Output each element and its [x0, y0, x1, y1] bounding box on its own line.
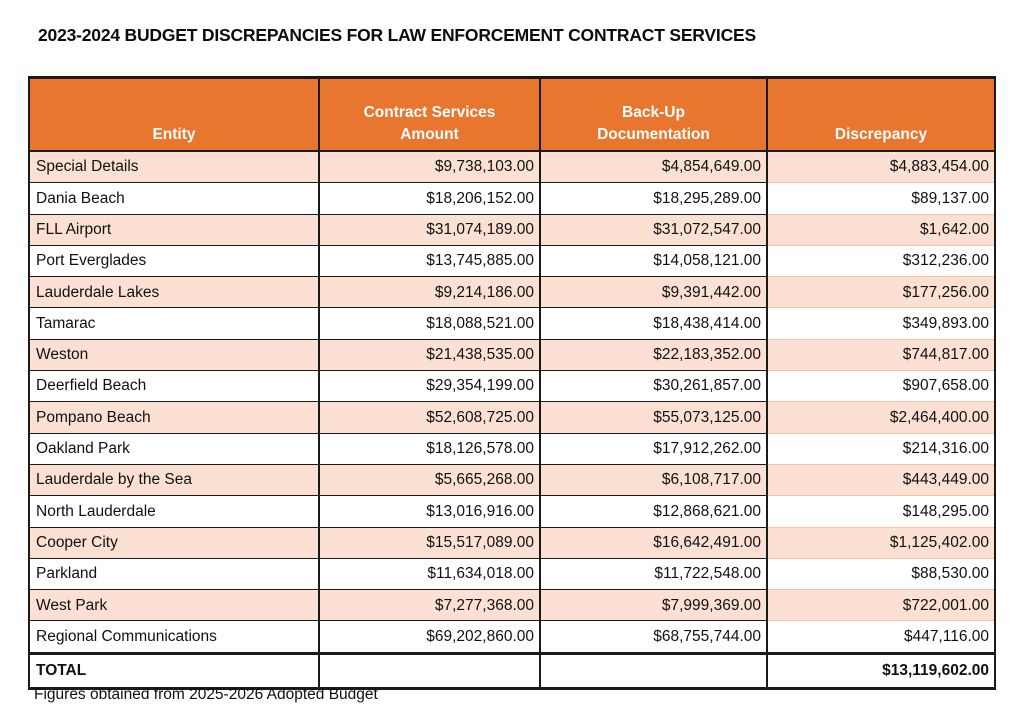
cell-contract-services-amount: $9,738,103.00 — [319, 151, 540, 183]
column-header-backup-documentation[interactable] — [540, 78, 767, 152]
cell-backup-documentation: $14,058,121.00 — [540, 245, 767, 276]
cell-entity: North Lauderdale — [29, 496, 319, 527]
cell-entity: Lauderdale by the Sea — [29, 464, 319, 495]
cell-entity: Special Details — [29, 151, 319, 183]
table-row[interactable] — [29, 527, 995, 558]
budget-table-container — [28, 76, 994, 690]
cell-contract-services-amount: $15,517,089.00 — [319, 527, 540, 558]
cell-discrepancy: $722,001.00 — [767, 590, 995, 621]
column-header-discrepancy[interactable] — [767, 78, 995, 152]
table-row[interactable] — [29, 308, 995, 339]
cell-discrepancy: $443,449.00 — [767, 464, 995, 495]
cell-backup-documentation: $17,912,262.00 — [540, 433, 767, 464]
page-title: 2023-2024 BUDGET DISCREPANCIES FOR LAW ENFORCEMENT CONTRACT SERVICES — [38, 25, 756, 45]
cell-discrepancy: $214,316.00 — [767, 433, 995, 464]
cell-contract-services-amount: $31,074,189.00 — [319, 214, 540, 245]
cell-contract-services-amount: $9,214,186.00 — [319, 277, 540, 308]
cell-backup-documentation: $22,183,352.00 — [540, 339, 767, 370]
column-header-contract-line2: Amount — [400, 125, 459, 143]
cell-entity: Deerfield Beach — [29, 371, 319, 402]
cell-backup-documentation: $18,438,414.00 — [540, 308, 767, 339]
cell-backup-documentation: $7,999,369.00 — [540, 590, 767, 621]
cell-contract-services-amount: $7,277,368.00 — [319, 590, 540, 621]
table-row[interactable] — [29, 496, 995, 527]
cell-entity: Tamarac — [29, 308, 319, 339]
table-row[interactable] — [29, 402, 995, 433]
table-body — [29, 151, 995, 688]
cell-backup-documentation: $6,108,717.00 — [540, 464, 767, 495]
table-row[interactable] — [29, 371, 995, 402]
cell-entity: FLL Airport — [29, 214, 319, 245]
cell-entity: West Park — [29, 590, 319, 621]
table-header — [29, 78, 995, 152]
column-header-contract-line1: Contract Services — [363, 104, 496, 122]
cell-entity: Regional Communications — [29, 621, 319, 653]
total-backup-documentation — [540, 653, 767, 688]
table-row[interactable] — [29, 277, 995, 308]
cell-backup-documentation: $16,642,491.00 — [540, 527, 767, 558]
cell-backup-documentation: $12,868,621.00 — [540, 496, 767, 527]
cell-contract-services-amount: $52,608,725.00 — [319, 402, 540, 433]
cell-discrepancy: $89,137.00 — [767, 183, 995, 214]
table-row[interactable] — [29, 245, 995, 276]
table-total-row — [29, 653, 995, 688]
table-row[interactable] — [29, 183, 995, 214]
cell-discrepancy: $88,530.00 — [767, 558, 995, 589]
table-row[interactable] — [29, 621, 995, 653]
cell-backup-documentation: $31,072,547.00 — [540, 214, 767, 245]
cell-discrepancy: $1,642.00 — [767, 214, 995, 245]
cell-contract-services-amount: $18,088,521.00 — [319, 308, 540, 339]
cell-discrepancy: $177,256.00 — [767, 277, 995, 308]
cell-discrepancy: $744,817.00 — [767, 339, 995, 370]
table-row[interactable] — [29, 433, 995, 464]
cell-entity: Parkland — [29, 558, 319, 589]
cell-contract-services-amount: $11,634,018.00 — [319, 558, 540, 589]
cell-contract-services-amount: $13,016,916.00 — [319, 496, 540, 527]
cell-entity: Weston — [29, 339, 319, 370]
footnote: Figures obtained from 2025-2026 Adopted Budget — [34, 686, 378, 703]
table-row[interactable] — [29, 464, 995, 495]
cell-discrepancy: $349,893.00 — [767, 308, 995, 339]
cell-discrepancy: $4,883,454.00 — [767, 151, 995, 183]
column-header-entity[interactable] — [29, 78, 319, 152]
cell-contract-services-amount: $29,354,199.00 — [319, 371, 540, 402]
cell-discrepancy: $1,125,402.00 — [767, 527, 995, 558]
table-row[interactable] — [29, 214, 995, 245]
total-discrepancy: $13,119,602.00 — [767, 653, 995, 688]
cell-entity: Lauderdale Lakes — [29, 277, 319, 308]
cell-backup-documentation: $55,073,125.00 — [540, 402, 767, 433]
cell-discrepancy: $2,464,400.00 — [767, 402, 995, 433]
cell-discrepancy: $907,658.00 — [767, 371, 995, 402]
cell-discrepancy: $148,295.00 — [767, 496, 995, 527]
table-row[interactable] — [29, 339, 995, 370]
table-row[interactable] — [29, 590, 995, 621]
cell-backup-documentation: $18,295,289.00 — [540, 183, 767, 214]
cell-contract-services-amount: $5,665,268.00 — [319, 464, 540, 495]
cell-entity: Pompano Beach — [29, 402, 319, 433]
table-row[interactable] — [29, 558, 995, 589]
cell-discrepancy: $447,116.00 — [767, 621, 995, 653]
total-contract-services-amount — [319, 653, 540, 688]
table-header-row — [29, 78, 995, 152]
table-row[interactable] — [29, 151, 995, 183]
cell-entity: Dania Beach — [29, 183, 319, 214]
cell-backup-documentation: $11,722,548.00 — [540, 558, 767, 589]
cell-entity: Cooper City — [29, 527, 319, 558]
cell-contract-services-amount: $13,745,885.00 — [319, 245, 540, 276]
cell-backup-documentation: $9,391,442.00 — [540, 277, 767, 308]
cell-entity: Oakland Park — [29, 433, 319, 464]
cell-backup-documentation: $4,854,649.00 — [540, 151, 767, 183]
cell-discrepancy: $312,236.00 — [767, 245, 995, 276]
cell-contract-services-amount: $18,126,578.00 — [319, 433, 540, 464]
column-header-backup-line2: Documentation — [597, 125, 710, 143]
column-header-backup-line1: Back-Up — [622, 104, 685, 122]
column-header-discrepancy-line2: Discrepancy — [834, 125, 928, 143]
cell-contract-services-amount: $18,206,152.00 — [319, 183, 540, 214]
total-label: TOTAL — [29, 653, 319, 688]
cell-backup-documentation: $30,261,857.00 — [540, 371, 767, 402]
cell-backup-documentation: $68,755,744.00 — [540, 621, 767, 653]
cell-contract-services-amount: $21,438,535.00 — [319, 339, 540, 370]
cell-entity: Port Everglades — [29, 245, 319, 276]
column-header-contract-services-amount[interactable] — [319, 78, 540, 152]
budget-discrepancies-table — [28, 76, 996, 690]
cell-contract-services-amount: $69,202,860.00 — [319, 621, 540, 653]
column-header-entity-line2: Entity — [152, 125, 196, 143]
